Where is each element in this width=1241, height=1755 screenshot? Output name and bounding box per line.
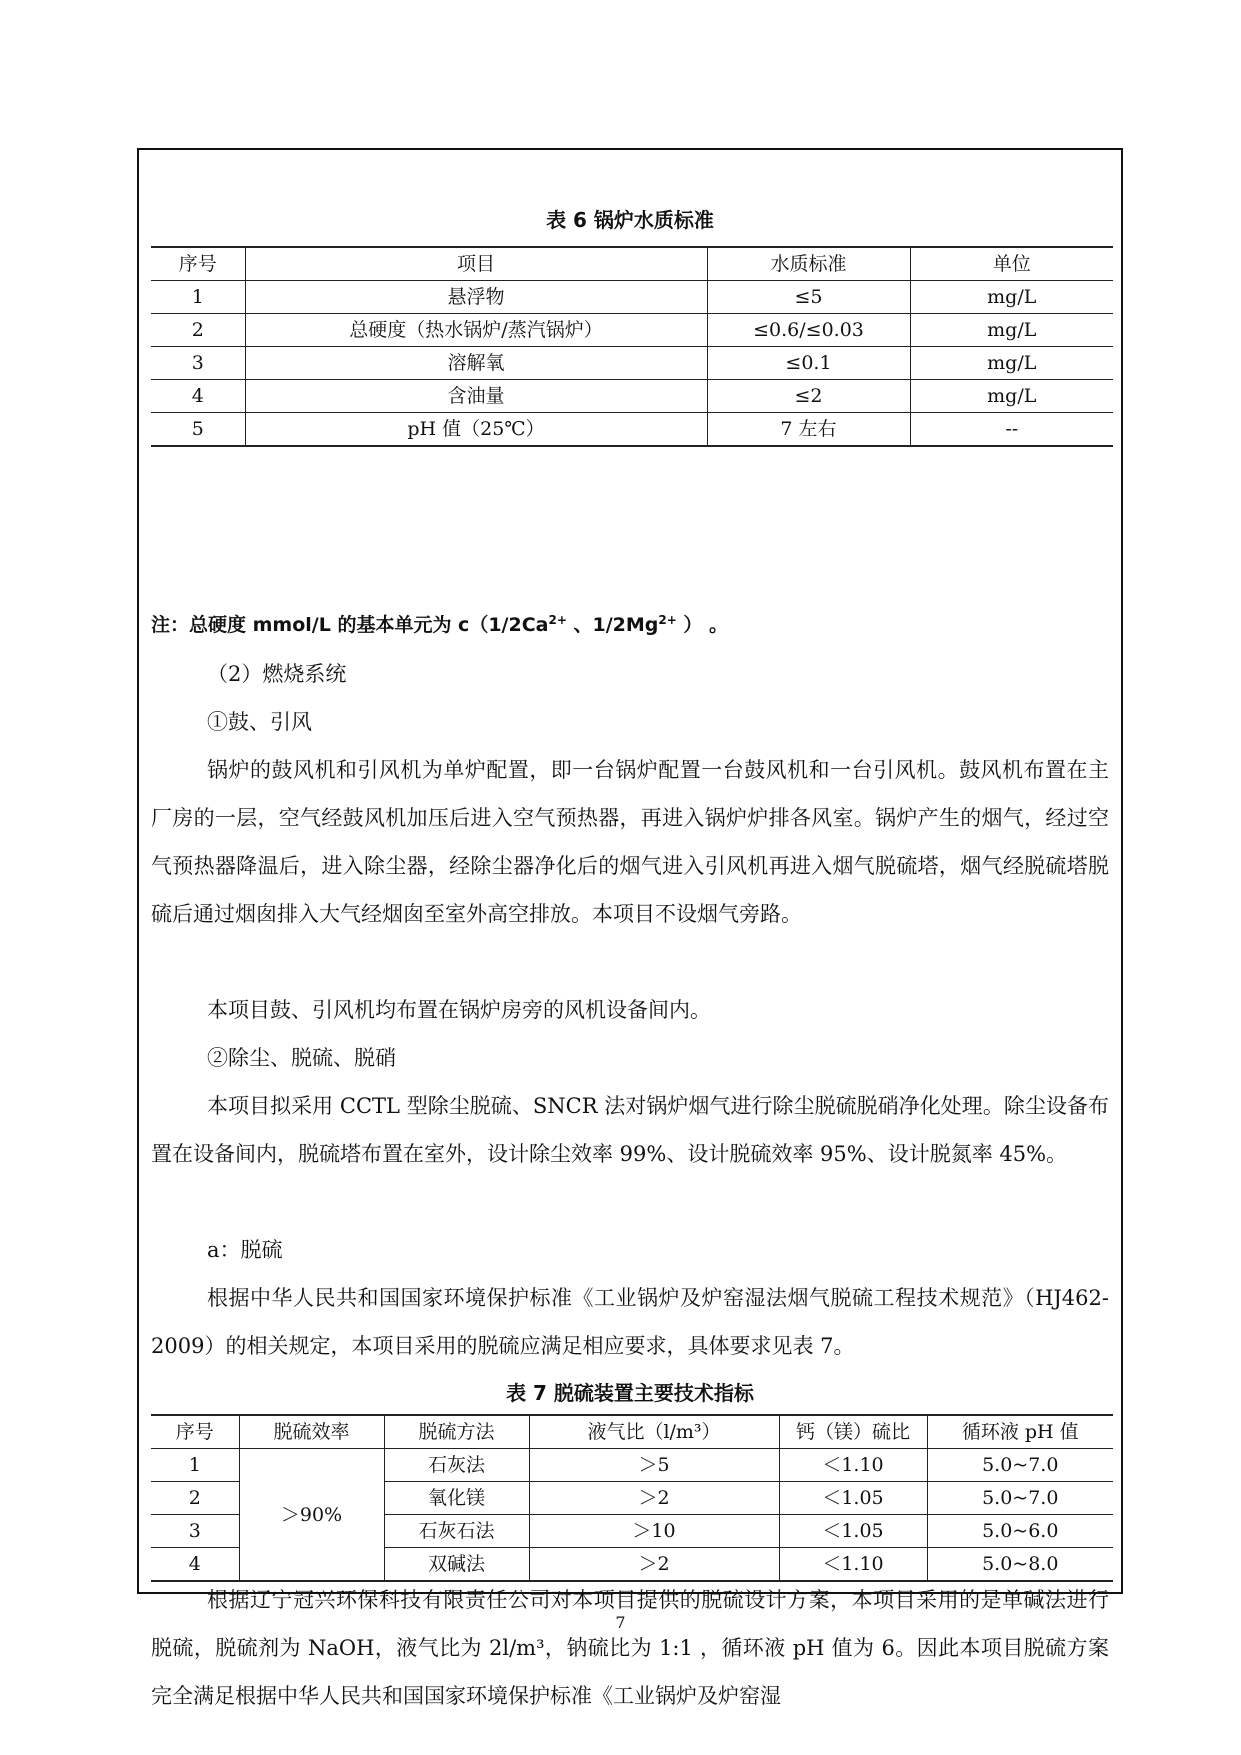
table7-cell: ＞10 <box>529 1515 779 1548</box>
table7-cell: ＜1.10 <box>779 1449 927 1482</box>
note-ca-charge: 2+ <box>548 613 567 627</box>
table7-cell: ＞5 <box>529 1449 779 1482</box>
table7-cell: ＜1.05 <box>779 1515 927 1548</box>
paragraph-standard-reference: 根据中华人民共和国国家环境保护标准《工业锅炉及炉窑湿法烟气脱硫工程技术规范》（HJ462-2009）的相关规定，本项目采用的脱硫应满足相应要求，具体要求见表 7。 <box>151 1286 1109 1358</box>
page-frame <box>137 148 1123 1708</box>
table6-cell: ≤0.1 <box>707 347 910 380</box>
table7-header-cell: 序号 <box>151 1415 239 1449</box>
table6-header-cell: 序号 <box>151 247 245 281</box>
table6-row <box>151 281 1113 314</box>
table7-cell: ＜1.05 <box>779 1482 927 1515</box>
table6-cell: 溶解氧 <box>245 347 707 380</box>
table6-cell: ≤2 <box>707 380 910 413</box>
table7-header-cell: 循环液 pH 值 <box>927 1415 1113 1449</box>
note-mg-charge: 2+ <box>658 613 677 627</box>
table6-cell: ≤5 <box>707 281 910 314</box>
subsection-heading-desulfurization: a：脱硫 <box>207 1238 283 1262</box>
table6-cell: 2 <box>151 314 245 347</box>
table6-cell: 总硬度（热水锅炉/蒸汽锅炉） <box>245 314 707 347</box>
table7-cell: 2 <box>151 1482 239 1515</box>
table7-cell: 5.0~6.0 <box>927 1515 1113 1548</box>
table7-cell: 4 <box>151 1548 239 1582</box>
table7-header-cell: 脱硫方法 <box>384 1415 529 1449</box>
table6-cell: 7 左右 <box>707 413 910 447</box>
table6-row <box>151 413 1113 447</box>
table6-cell: mg/L <box>910 380 1113 413</box>
subsection-heading-fans: ①鼓、引风 <box>207 710 312 734</box>
table7-cell: 5.0~8.0 <box>927 1548 1113 1582</box>
paragraph-dust-removal: 本项目拟采用 CCTL 型除尘脱硫、SNCR 法对锅炉烟气进行除尘脱硫脱硝净化处理。除尘设备布置在设备间内，脱硫塔布置在室外，设计除尘效率 99%、设计脱硫效率 95%、设计脱氮率 45%。 <box>151 1094 1109 1166</box>
section-heading-combustion: （2）燃烧系统 <box>207 662 347 686</box>
table6-header-cell: 单位 <box>910 247 1113 281</box>
table7-cell: ＜1.10 <box>779 1548 927 1582</box>
table7-cell: 石灰法 <box>384 1449 529 1482</box>
table6-cell: mg/L <box>910 281 1113 314</box>
table6-cell: 4 <box>151 380 245 413</box>
table6-cell: 含油量 <box>245 380 707 413</box>
table7-cell: 石灰石法 <box>384 1515 529 1548</box>
table6-row <box>151 380 1113 413</box>
table6-cell: pH 值（25℃） <box>245 413 707 447</box>
table6-cell: ≤0.6/≤0.03 <box>707 314 910 347</box>
table6-note <box>151 605 1109 640</box>
subsection-heading-dust-removal: ②除尘、脱硫、脱硝 <box>207 1046 396 1070</box>
table7-cell: 双碱法 <box>384 1548 529 1582</box>
table6-cell: mg/L <box>910 347 1113 380</box>
table7-caption: 表 7 脱硫装置主要技术指标 <box>506 1381 754 1405</box>
table7-header-row <box>151 1415 1113 1449</box>
table7-desulfurization-specs <box>151 1414 1113 1582</box>
table7-efficiency-cell: ＞90% <box>239 1449 384 1582</box>
note-suffix: ） 。 <box>683 614 729 636</box>
table6-cell: mg/L <box>910 314 1113 347</box>
table6-cell: 悬浮物 <box>245 281 707 314</box>
table6-cell: 1 <box>151 281 245 314</box>
table6-row <box>151 347 1113 380</box>
table6-cell: 3 <box>151 347 245 380</box>
page-number: 7 <box>615 1613 626 1632</box>
table7-header-cell: 钙（镁）硫比 <box>779 1415 927 1449</box>
table6-header-cell: 水质标准 <box>707 247 910 281</box>
table6-row <box>151 314 1113 347</box>
table7-cell: 5.0~7.0 <box>927 1449 1113 1482</box>
paragraph-fan-location: 本项目鼓、引风机均布置在锅炉房旁的风机设备间内。 <box>207 998 711 1022</box>
table7-cell: 氧化镁 <box>384 1482 529 1515</box>
table6-caption: 表 6 锅炉水质标准 <box>546 208 714 232</box>
table7-header-cell: 脱硫效率 <box>239 1415 384 1449</box>
table7-cell: ＞2 <box>529 1482 779 1515</box>
table6-header-row <box>151 247 1113 281</box>
table7-cell: 3 <box>151 1515 239 1548</box>
note-middle: 、1/2Mg <box>573 614 659 636</box>
table6-water-quality <box>151 246 1113 447</box>
table7-cell: ＞2 <box>529 1548 779 1582</box>
table7-cell: 5.0~7.0 <box>927 1482 1113 1515</box>
paragraph-design-scheme: 根据辽宁冠兴环保科技有限责任公司对本项目提供的脱硫设计方案，本项目采用的是单碱法进行脱硫，脱硫剂为 NaOH，液气比为 2l/m³，钠硫比为 1:1 ，循环液 pH 值为 6。因此本项目脱硫方案完全满足根据中华人民共和国国家环境保护标准《工业锅炉及炉窑湿 <box>151 1588 1109 1708</box>
table6-header-cell: 项目 <box>245 247 707 281</box>
table6-cell: 5 <box>151 413 245 447</box>
table7-header-cell: 液气比（l/m³） <box>529 1415 779 1449</box>
paragraph-fan-config: 锅炉的鼓风机和引风机为单炉配置，即一台锅炉配置一台鼓风机和一台引风机。鼓风机布置在主厂房的一层，空气经鼓风机加压后进入空气预热器，再进入锅炉炉排各风室。锅炉产生的烟气，经过空气预热器降温后，进入除尘器，经除尘器净化后的烟气进入引风机再进入烟气脱硫塔，烟气经脱硫塔脱硫后通过烟囱排入大气经烟囱至室外高空排放。本项目不设烟气旁路。 <box>151 758 1109 926</box>
note-prefix: 注：总硬度 mmol/L 的基本单元为 c（1/2Ca <box>151 614 549 636</box>
table7-cell: 1 <box>151 1449 239 1482</box>
table7-row <box>151 1449 1113 1482</box>
table6-cell: -- <box>910 413 1113 447</box>
